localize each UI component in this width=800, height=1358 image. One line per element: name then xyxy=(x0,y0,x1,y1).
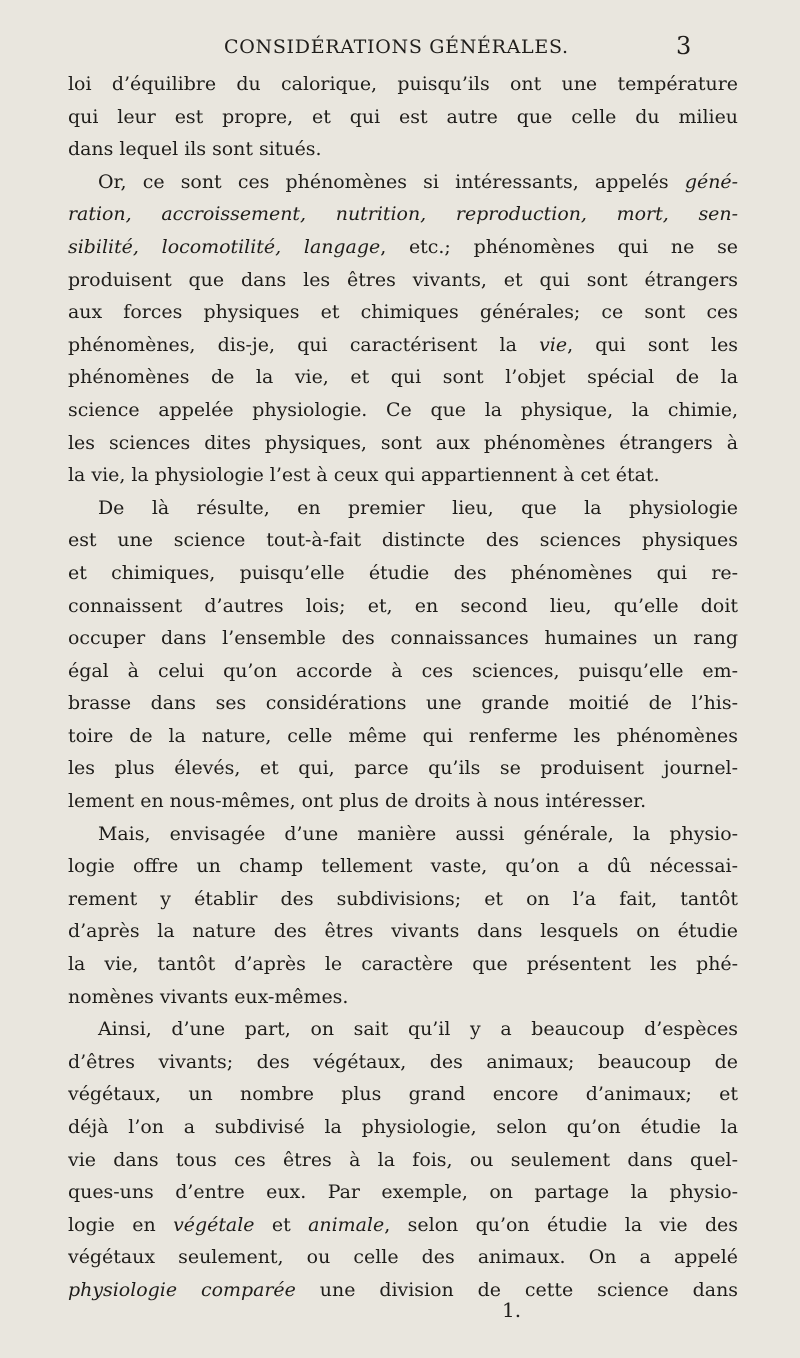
text-line xyxy=(68,1176,738,1209)
text-line xyxy=(68,655,738,688)
text-segment: est une science tout-à-fait distincte des sciences physiques xyxy=(68,529,738,552)
text-line xyxy=(68,133,738,166)
text-segment: lement en nous-mêmes, ont plus de droits à nous intéresser. xyxy=(68,790,647,813)
text-line xyxy=(68,948,738,981)
text-segment: toire de la nature, celle même qui renferme les phénomènes xyxy=(68,724,738,747)
text-segment: occuper dans l’ensemble des connaissances humaines un rang xyxy=(68,627,738,650)
text-line xyxy=(68,329,738,362)
text-segment: loi d’équilibre du calorique, puisqu’ils ont une température xyxy=(68,73,738,95)
text-segment: , qui sont les xyxy=(567,333,738,356)
text-line xyxy=(68,850,738,883)
text-line xyxy=(68,752,738,785)
text-segment: Or, ce sont ces phénomènes si intéressants, appelés xyxy=(98,170,685,193)
italic-term: géné- xyxy=(684,170,738,193)
text-segment: aux forces physiques et chimiques générales; ce sont ces xyxy=(68,301,738,324)
text-segment: déjà l’on a subdivisé la physiologie, selon qu’on étudie la xyxy=(68,1116,738,1138)
text-line xyxy=(68,361,738,394)
text-segment: une division de cette science dans xyxy=(295,1278,738,1301)
running-head: CONSIDÉRATIONS GÉNÉRALES. xyxy=(224,36,569,58)
text-segment: connaissent d’autres lois; et, en second lieu, qu’elle doit xyxy=(68,594,738,617)
text-segment: végétaux, un nombre plus grand encore d’animaux; et xyxy=(68,1083,738,1106)
text-line xyxy=(68,166,738,199)
text-line xyxy=(68,427,738,460)
text-segment: Mais, envisagée d’une manière aussi générale, la physio- xyxy=(98,822,738,845)
text-segment: dans lequel ils sont situés. xyxy=(68,138,322,161)
text-line xyxy=(68,459,738,492)
text-line xyxy=(68,1046,738,1079)
text-segment: d’après la nature des êtres vivants dans lesquels on étudie xyxy=(68,920,738,943)
text-line xyxy=(68,720,738,753)
text-line xyxy=(68,1111,738,1144)
text-line xyxy=(68,101,738,134)
text-segment: et xyxy=(254,1213,309,1236)
text-segment: logie en xyxy=(68,1213,174,1236)
text-segment: vie dans tous ces êtres à la fois, ou seulement dans quel- xyxy=(68,1148,738,1171)
text-line xyxy=(68,622,738,655)
italic-term: vie xyxy=(539,333,568,356)
text-line xyxy=(68,296,738,329)
page-header xyxy=(0,32,800,62)
text-line xyxy=(68,818,738,851)
text-segment: qui leur est propre, et qui est autre que celle du milieu xyxy=(68,105,738,128)
page-number: 3 xyxy=(676,32,692,60)
italic-term: végétale xyxy=(173,1213,255,1236)
italic-term: physiologie comparée xyxy=(68,1278,296,1301)
text-line xyxy=(68,1274,738,1307)
italic-term: animale xyxy=(308,1213,385,1236)
text-line xyxy=(68,1013,738,1046)
italic-term: sibilité, locomotilité, langage xyxy=(68,235,381,258)
text-line xyxy=(68,231,738,264)
text-segment: science appelée physiologie. Ce que la physique, la chimie, xyxy=(68,398,738,421)
text-line xyxy=(68,557,738,590)
text-line xyxy=(68,1078,738,1111)
text-line xyxy=(68,1144,738,1177)
text-segment: phénomènes de la vie, et qui sont l’objet spécial de la xyxy=(68,366,738,389)
text-line xyxy=(68,1209,738,1242)
text-segment: les sciences dites physiques, sont aux phénomènes étrangers à xyxy=(68,431,738,454)
text-segment: logie offre un champ tellement vaste, qu’on a dû nécessai- xyxy=(68,855,738,878)
text-segment: produisent que dans les êtres vivants, et qui sont étrangers xyxy=(68,268,738,291)
text-segment: végétaux seulement, ou celle des animaux. On a appelé xyxy=(68,1246,738,1269)
text-segment: De là résulte, en premier lieu, que la physiologie xyxy=(98,496,738,519)
text-segment: phénomènes, dis-je, qui caractérisent la xyxy=(68,333,540,356)
text-segment: , etc.; phénomènes qui ne se xyxy=(380,235,738,258)
text-segment: rement y établir des subdivisions; et on l’a fait, tantôt xyxy=(68,887,738,910)
text-segment: la vie, tantôt d’après le caractère que présentent les phé- xyxy=(68,953,738,976)
text-line xyxy=(68,394,738,427)
text-line xyxy=(68,1241,738,1274)
text-segment: et chimiques, puisqu’elle étudie des phénomènes qui re- xyxy=(68,561,738,584)
body-text xyxy=(68,68,738,1307)
italic-term: ration, accroissement, nutrition, reproduction, mort, sen- xyxy=(68,203,738,226)
text-segment: la vie, la physiologie l’est à ceux qui appartiennent à cet état. xyxy=(68,464,660,487)
text-line xyxy=(68,524,738,557)
text-line xyxy=(68,687,738,720)
text-line xyxy=(68,264,738,297)
text-segment: égal à celui qu’on accorde à ces sciences, puisqu’elle em- xyxy=(68,659,738,682)
text-line xyxy=(68,68,738,101)
text-segment: ques-uns d’entre eux. Par exemple, on partage la physio- xyxy=(68,1181,738,1204)
text-segment: d’êtres vivants; des végétaux, des animaux; beaucoup de xyxy=(68,1050,738,1073)
text-line xyxy=(68,915,738,948)
text-line xyxy=(68,883,738,916)
text-line xyxy=(68,785,738,818)
text-segment: brasse dans ses considérations une grande moitié de l’his- xyxy=(68,692,738,715)
text-line xyxy=(68,981,738,1014)
text-line xyxy=(68,198,738,231)
text-line xyxy=(68,590,738,623)
text-line xyxy=(68,492,738,525)
text-segment: nomènes vivants eux-mêmes. xyxy=(68,985,349,1008)
text-segment: les plus élevés, et qui, parce qu’ils se produisent journel- xyxy=(68,757,738,780)
text-segment: , selon qu’on étudie la vie des xyxy=(384,1213,738,1236)
text-segment: Ainsi, d’une part, on sait qu’il y a beaucoup d’espèces xyxy=(98,1018,738,1041)
signature-mark: 1. xyxy=(502,1298,522,1322)
